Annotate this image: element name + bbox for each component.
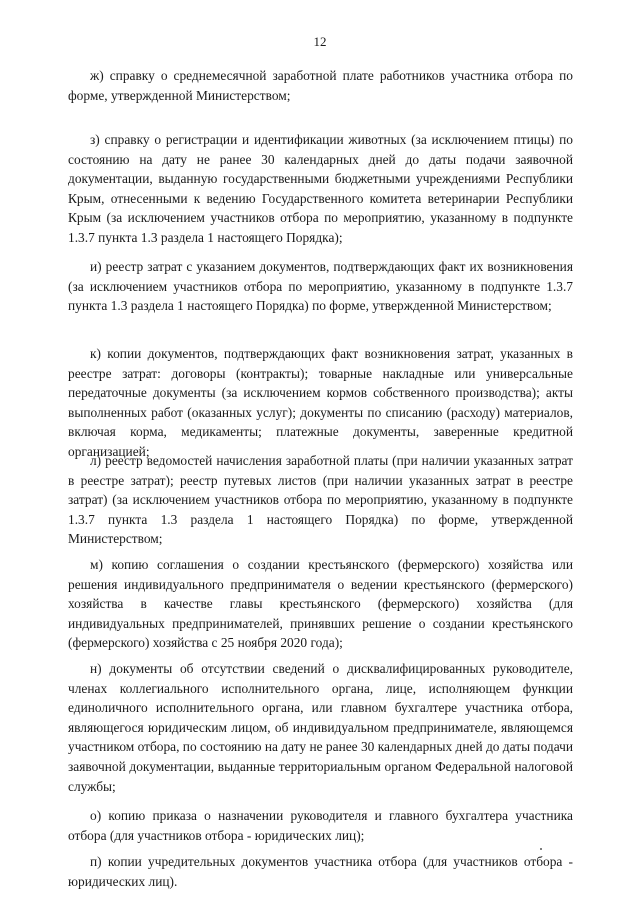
paragraph-o: о) копию приказа о назначении руководителя и главного бухгалтера участника отбора (для участников отбора - юридических лиц); [68, 808, 573, 843]
paragraph-zh: ж) справку о среднемесячной заработной плате работников участника отбора по форме, утвержденной Министерством; [68, 68, 573, 103]
paragraph-n: н) документы об отсутствии сведений о дисквалифицированных руководителе, членах коллегиального исполнительного органа, лице, исполняющем функции единоличного исполнительного органа, или главном бухгалтере участника отбора, являющегося юридическим лицом, об индивидуальном предпринимателе, являющемся участником отбора, по состоянию на дату не ранее 30 календарных дней до даты подачи заявочной документации, выданные территориальным органом Федеральной налоговой службы; [68, 661, 574, 794]
paragraph-p: п) копии учредительных документов участника отбора (для участников отбора - юридических лиц). [68, 854, 573, 889]
paragraph-m: м) копию соглашения о создании крестьянского (фермерского) хозяйства или решения индивидуального предпринимателя о ведении крестьянского (фермерского) хозяйства в качестве главы крестьянского (фермерского) хозяйства (для индивидуальных предпринимателей, принявших решение о создании крестьянского (фермерского) хозяйства с 25 ноября 2020 года); [68, 557, 573, 651]
paragraph-l: л) реестр ведомостей начисления заработной платы (при наличии указанных затрат в реестре затрат); реестр путевых листов (при наличии указанных затрат в реестре затрат) (за исключением участников отбора по мероприятию, указанному в подпункте 1.3.7 пункта 1.3 раздела 1 настоящего Порядка) по форме, утвержденной Министерством; [68, 453, 573, 547]
page-number: 12 [313, 34, 327, 49]
paragraph-k: к) копии документов, подтверждающих факт возникновения затрат, указанных в реестре затрат: договоры (контракты); товарные накладные или универсальные передаточные документы (за исключением кормов собственного производства); акты выполненных работ (оказанных услуг); документы по списанию (расходу) материалов, включая корма, медикаменты; платежные документы, заверенные кредитной организацией; [68, 346, 573, 459]
scan-speck [540, 848, 542, 850]
paragraph-i: и) реестр затрат с указанием документов, подтверждающих факт их возникновения (за исключением участников отбора по мероприятию, указанному в подпункте 1.3.7 пункта 1.3 раздела 1 настоящего Порядка) по форме, утвержденной Министерством; [68, 259, 573, 314]
paragraph-z: з) справку о регистрации и идентификации животных (за исключением птицы) по состоянию на дату не ранее 30 календарных дней до даты подачи заявочной документации, выданную государственными бюджетными учреждениями Республики Крым, отнесенными к ведению Государственного комитета ветеринарии Республики Крым (за исключением участников отбора по мероприятию, указанному в подпункте 1.3.7 пункта 1.3 раздела 1 настоящего Порядка); [68, 132, 573, 245]
